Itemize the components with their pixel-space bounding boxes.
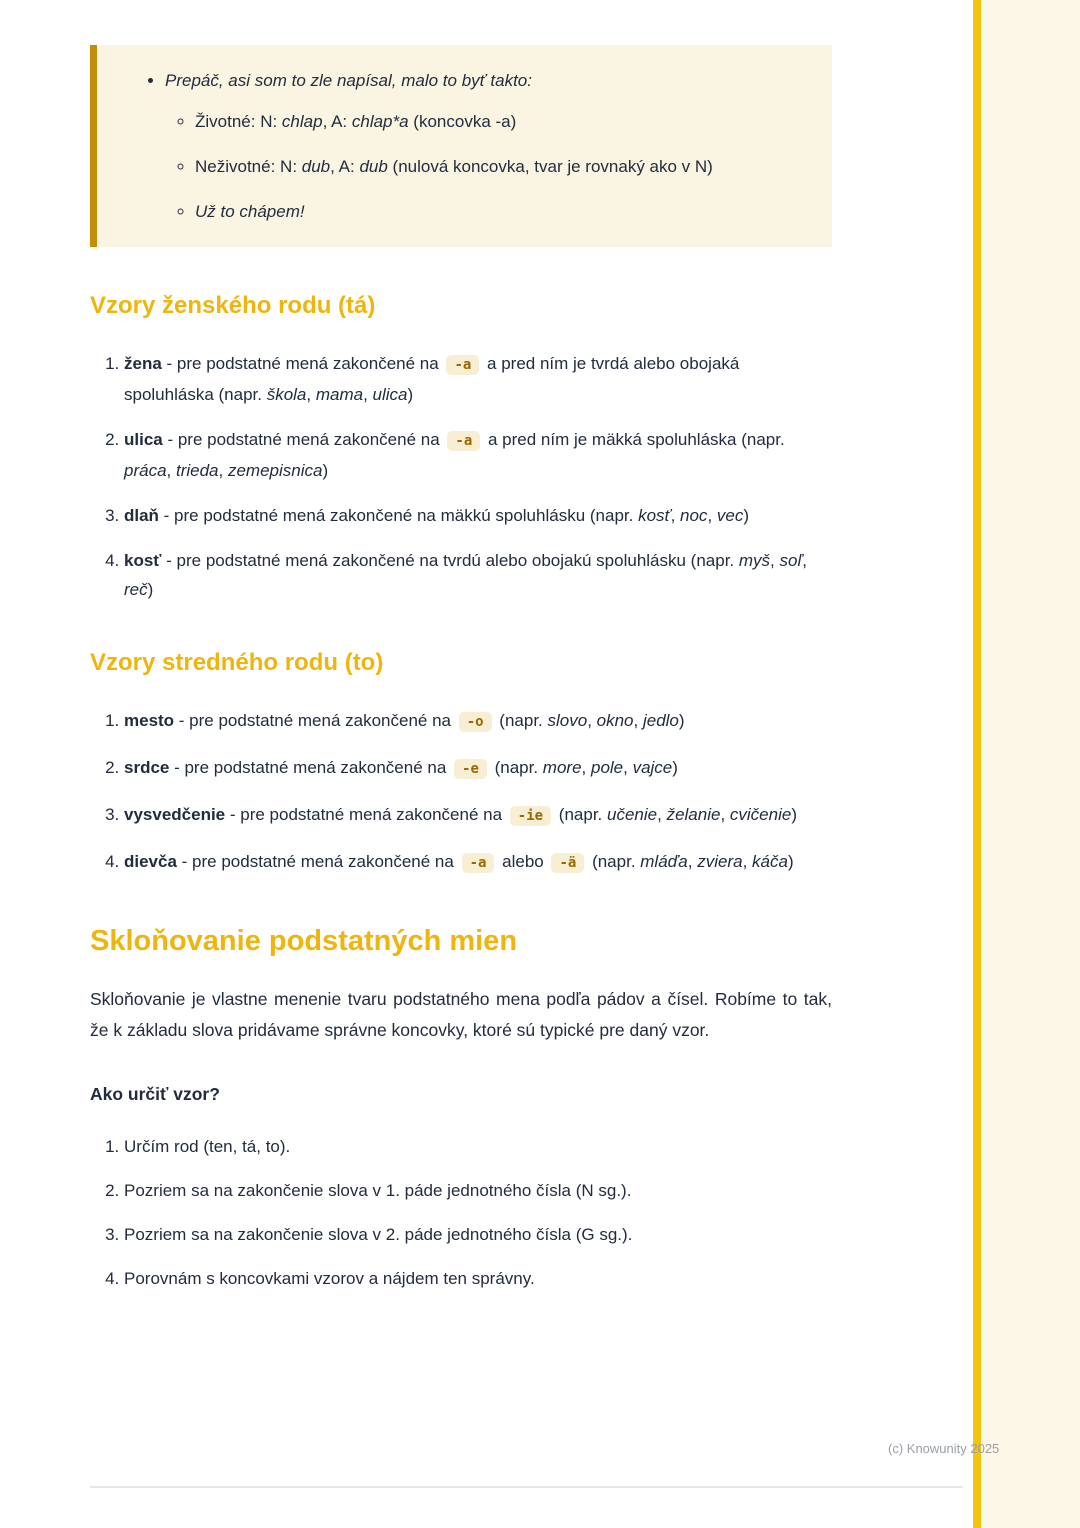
- callout-sub-item: ◦ Životné: N: chlap, A: chlap*a (koncovka -a): [195, 108, 802, 135]
- list-item: 1. žena - pre podstatné mená zakončené na -a a pred ním je tvrdá alebo obojaká spoluhláska (napr. škola, mama, ulica): [124, 349, 832, 409]
- step-item: 2. Pozriem sa na zakončenie slova v 1. páde jednotného čísla (N sg.).: [124, 1178, 832, 1204]
- callout-sub-item: ◦ Už to chápem!: [195, 198, 802, 225]
- callout-bullet-list: [125, 67, 802, 225]
- stredny-rod-list: [90, 706, 832, 878]
- pattern-ending-chip: -a: [462, 853, 495, 873]
- list-item: 1. mesto - pre podstatné mená zakončené na -o (napr. slovo, okno, jedlo): [124, 706, 832, 737]
- section-heading-stredny-rod: Vzory stredného rodu (to): [90, 649, 384, 676]
- callout-sub-list: [165, 108, 802, 225]
- list-item: 4. kosť - pre podstatné mená zakončené na tvrdú alebo obojakú spoluhlásku (napr. myš, soľ, reč): [124, 546, 832, 604]
- callout-lead-item: • Prepáč, asi som to zle napísal, malo to byť takto: ◦ Životné: N: chlap, A: chlap*a (koncovka -a) ◦ Neživotné: N: dub, A: dub (nulová koncovka, tvar je rovnaký ako v N) ◦ Už to chápem!: [165, 67, 802, 225]
- steps-list: [90, 1134, 832, 1292]
- list-item: 3. vysvedčenie - pre podstatné mená zakončené na -ie (napr. učenie, želanie, cvičenie): [124, 800, 832, 831]
- list-item: 3. dlaň - pre podstatné mená zakončené na mäkkú spoluhlásku (napr. kosť, noc, vec): [124, 501, 832, 530]
- callout-quote: [90, 45, 832, 247]
- section-heading-zensky-rod: Vzory ženského rodu (tá): [90, 292, 376, 319]
- pattern-ending-chip: -ä: [551, 853, 584, 873]
- step-item: 4. Porovnám s koncovkami vzorov a nájdem ten správny.: [124, 1266, 832, 1292]
- zensky-rod-list: [90, 349, 832, 604]
- list-item: 2. srdce - pre podstatné mená zakončené na -e (napr. more, pole, vajce): [124, 753, 832, 784]
- list-item: 2. ulica - pre podstatné mená zakončené na -a a pred ním je mäkká spoluhláska (napr. práca, trieda, zemepisnica): [124, 425, 832, 485]
- pattern-ending-chip: -a: [446, 355, 479, 375]
- main-heading-sklonovanie: Skloňovanie podstatných mien: [90, 925, 518, 957]
- step-item: 1. Určím rod (ten, tá, to).: [124, 1134, 832, 1160]
- pattern-ending-chip: -e: [454, 759, 487, 779]
- copyright-text: (c) Knowunity 2025: [888, 1441, 1000, 1456]
- pattern-ending-chip: -o: [459, 712, 492, 732]
- document-content: [90, 45, 832, 1292]
- sklonovanie-paragraph: Skloňovanie je vlastne menenie tvaru podstatného mena podľa pádov a čísel. Robíme to tak, že k základu slova pridávame správne koncovky, ktoré sú typické pre daný vzor.: [90, 989, 832, 1040]
- right-accent-stripe: [973, 0, 981, 1528]
- right-margin-band: [981, 0, 1080, 1528]
- list-item: 4. dievča - pre podstatné mená zakončené na -a alebo -ä (napr. mláďa, zviera, káča): [124, 847, 832, 878]
- bottom-divider: [90, 1486, 963, 1488]
- subheading-ako-urcit-vzor: Ako určiť vzor?: [90, 1084, 220, 1104]
- pattern-ending-chip: -a: [447, 431, 480, 451]
- step-item: 3. Pozriem sa na zakončenie slova v 2. páde jednotného čísla (G sg.).: [124, 1222, 832, 1248]
- callout-sub-item: ◦ Neživotné: N: dub, A: dub (nulová koncovka, tvar je rovnaký ako v N): [195, 153, 802, 180]
- pattern-ending-chip: -ie: [510, 806, 551, 826]
